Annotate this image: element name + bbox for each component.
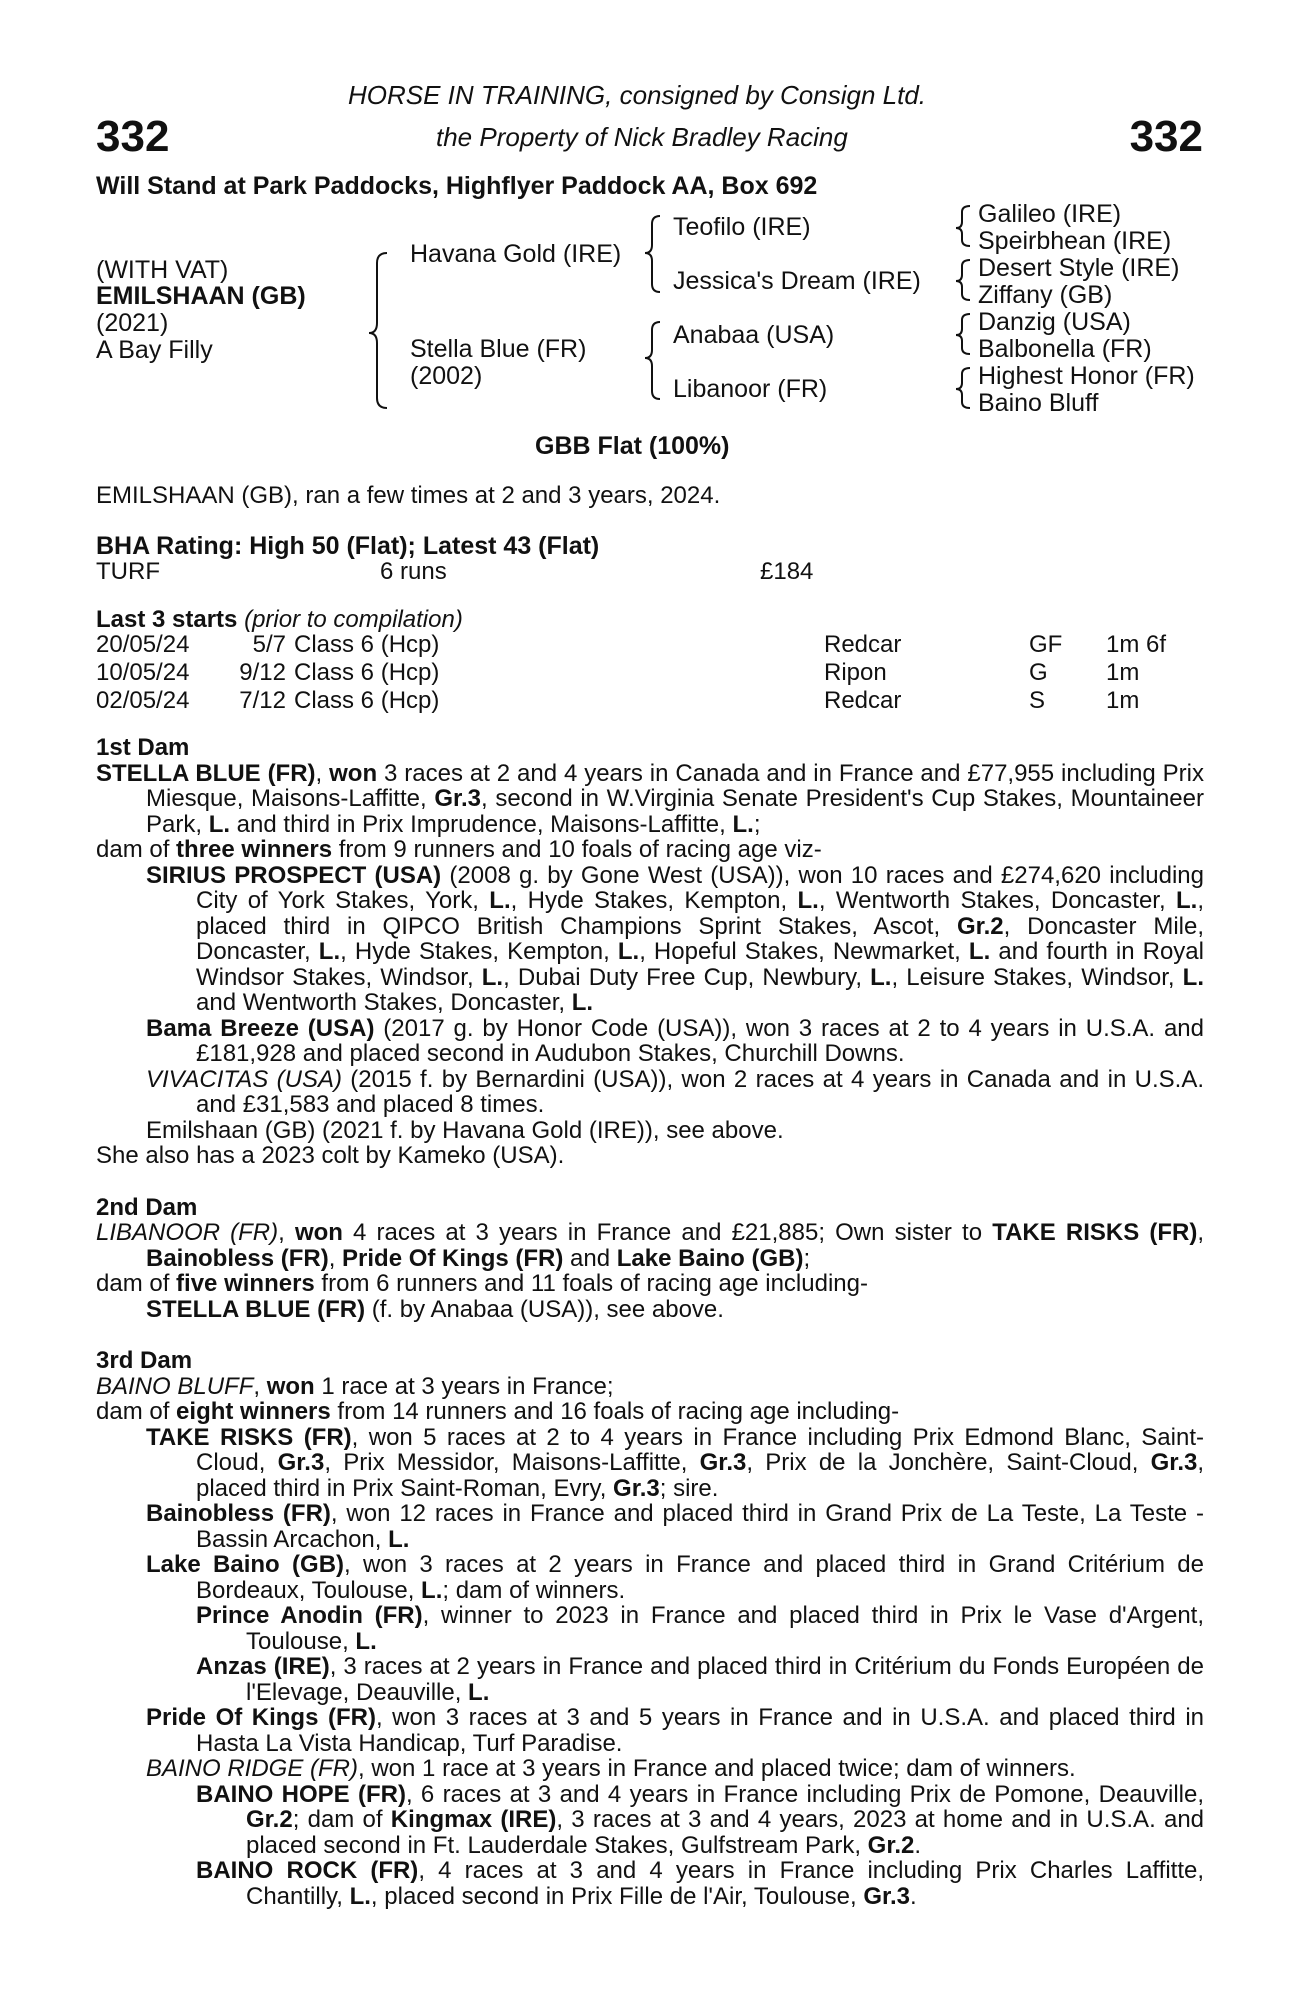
property-line: the Property of Nick Bradley Racing bbox=[436, 122, 848, 152]
sdd: Ziffany (GB) bbox=[978, 281, 1113, 309]
dam-year: (2002) bbox=[410, 362, 483, 390]
start-class: Class 6 (Hcp) bbox=[294, 659, 440, 686]
produce-take-risks: TAKE RISKS (FR), won 5 races at 2 to 4 years in France including Prix Edmond Blanc, Saint-Cloud, Gr.3, Prix Messidor, Maisons-Laffitte, Gr.3, Prix de la Jonchère, Saint-Cloud, Gr.3, placed third in Prix Saint-Roman, Evry, Gr.3; sire. bbox=[146, 1423, 1205, 1502]
dam-sire: Anabaa (USA) bbox=[673, 321, 835, 349]
third-dam-heading: 3rd Dam bbox=[96, 1347, 193, 1374]
ddd: Baino Bluff bbox=[978, 389, 1099, 417]
produce-baino-rock: BAINO ROCK (FR), 4 races at 3 and 4 years in France including Prix Charles Laffitte, Chantilly, L., placed second in Prix Fille de l'Air, Toulouse, Gr.3. bbox=[196, 1857, 1205, 1910]
bha-earnings: £184 bbox=[760, 558, 814, 585]
sds: Desert Style (IRE) bbox=[978, 254, 1180, 282]
won-label: won bbox=[329, 759, 378, 787]
dds: Highest Honor (FR) bbox=[978, 362, 1195, 390]
sss: Galileo (IRE) bbox=[978, 200, 1122, 228]
bha-rating: BHA Rating: High 50 (Flat); Latest 43 (Flat) bbox=[96, 532, 600, 560]
first-dam-name: STELLA BLUE (FR) bbox=[96, 759, 316, 787]
start-class: Class 6 (Hcp) bbox=[294, 687, 440, 714]
last-starts-title: Last 3 starts bbox=[96, 606, 238, 633]
second-dam-entry: LIBANOOR (FR), won 4 races at 3 years in France and £21,885; Own sister to TAKE RISKS (FR), Bainobless (FR), Pride Of Kings (FR) and Lake Baino (GB); bbox=[96, 1219, 1204, 1272]
third-dam-produce: dam of eight winners from 14 runners and 16 foals of racing age including- bbox=[96, 1398, 900, 1425]
bha-surface: TURF bbox=[96, 558, 160, 585]
third-dam-entry: BAINO BLUFF, won 1 race at 3 years in France; bbox=[96, 1372, 614, 1400]
start-position: 9/12 bbox=[239, 659, 286, 686]
vat-label: (WITH VAT) bbox=[96, 256, 229, 284]
start-distance: 1m bbox=[1106, 687, 1140, 714]
start-class: Class 6 (Hcp) bbox=[294, 631, 440, 658]
dss: Danzig (USA) bbox=[978, 308, 1131, 336]
table-row bbox=[96, 659, 1166, 687]
gbb-label: GBB Flat (100%) bbox=[535, 432, 730, 460]
lot-number-right: 332 bbox=[1129, 112, 1203, 161]
produce-pride-of-kings: Pride Of Kings (FR), won 3 races at 3 and 5 years in France and in U.S.A. and placed third in Hasta La Vista Handicap, Turf Paradise. bbox=[146, 1704, 1204, 1757]
produce-prince-anodin: Prince Anodin (FR), winner to 2023 in France and placed third in Prix le Vase d'Argent, Toulouse, L. bbox=[196, 1602, 1204, 1655]
start-position: 7/12 bbox=[239, 687, 286, 714]
second-dam-produce: dam of five winners from 6 runners and 11 foals of racing age including- bbox=[96, 1270, 868, 1297]
start-going: GF bbox=[1029, 631, 1063, 658]
sire: Havana Gold (IRE) bbox=[410, 240, 622, 268]
start-date: 10/05/24 bbox=[96, 659, 190, 686]
produce-bainobless: Bainobless (FR), won 12 races in France and placed third in Grand Prix de La Teste, La Teste - Bassin Arcachon, L. bbox=[146, 1500, 1204, 1553]
lot-number-left: 332 bbox=[96, 112, 170, 161]
start-distance: 1m bbox=[1106, 659, 1140, 686]
produce-sirius-prospect: SIRIUS PROSPECT (USA) (2008 g. by Gone West (USA)), won 10 races and £274,620 including City of York Stakes, York, L., Hyde Stakes, Kempton, L., Wentworth Stakes, Doncaster, L., placed third in QIPCO British Champions Sprint Stakes, Ascot, Gr.2, Doncaster Mile, Doncaster, L., Hyde Stakes, Kempton, L., Hopeful Stakes, Newmarket, L. and fourth in Royal Windsor Stakes, Windsor, L., Dubai Duty Free Cup, Newbury, L., Leisure Stakes, Windsor, L. and Wentworth Stakes, Doncaster, L. bbox=[146, 861, 1205, 1016]
first-dam-entry: STELLA BLUE (FR), won 3 races at 2 and 4 years in Canada and in France and £77,955 including Prix Miesque, Maisons-Laffitte, Gr.3, second in W.Virginia Senate President's Cup Stakes, Mountaineer Park, L. and third in Prix Imprudence, Maisons-Laffitte, L.; bbox=[96, 759, 1204, 838]
family-section bbox=[96, 735, 1204, 1909]
dam-dam: Libanoor (FR) bbox=[673, 375, 828, 403]
first-dam-produce: dam of three winners from 9 runners and 10 foals of racing age viz- bbox=[96, 836, 822, 863]
start-date: 20/05/24 bbox=[96, 631, 190, 658]
horse-name: EMILSHAAN (GB) bbox=[96, 282, 306, 310]
start-date: 02/05/24 bbox=[96, 687, 190, 714]
produce-emilshaan: Emilshaan (GB) (2021 f. by Havana Gold (IRE)), see above. bbox=[146, 1116, 784, 1144]
start-going: S bbox=[1029, 687, 1046, 714]
dsd: Balbonella (FR) bbox=[978, 335, 1152, 363]
produce-baino-ridge: BAINO RIDGE (FR), won 1 race at 3 years in France and placed twice; dam of winners. bbox=[146, 1755, 1076, 1782]
first-dam-heading: 1st Dam bbox=[96, 734, 190, 761]
produce-baino-hope: BAINO HOPE (FR), 6 races at 3 and 4 years in France including Prix de Pomone, Deauville, Gr.2; dam of Kingmax (IRE), 3 races at 3 and 4 years, 2023 at home and in U.S.A. and placed second in Ft. Lauderdale Stakes, Gulfstream Park, Gr.2. bbox=[196, 1780, 1205, 1859]
produce-stella-blue: STELLA BLUE (FR) (f. by Anabaa (USA)), see above. bbox=[146, 1295, 724, 1323]
produce-anzas: Anzas (IRE), 3 races at 2 years in France and placed third in Critérium du Fonds Européen de l'Elevage, Deauville, L. bbox=[196, 1653, 1204, 1706]
start-course: Redcar bbox=[824, 687, 902, 714]
bha-runs: 6 runs bbox=[380, 558, 447, 585]
horse-year: (2021) bbox=[96, 309, 169, 337]
produce-vivacitas: VIVACITAS (USA) (2015 f. by Bernardini (USA)), won 2 races at 4 years in Canada and in U.S.A. and £31,583 and placed 8 times. bbox=[146, 1065, 1205, 1118]
start-course: Redcar bbox=[824, 631, 902, 658]
consignor-line: HORSE IN TRAINING, consigned by Consign Ltd. bbox=[348, 80, 927, 110]
table-row bbox=[96, 631, 1166, 659]
stand-location: Will Stand at Park Paddocks, Highflyer Paddock AA, Box 692 bbox=[96, 172, 818, 200]
last-starts-note: (prior to compilation) bbox=[244, 606, 463, 633]
first-dam-also: She also has a 2023 colt by Kameko (USA). bbox=[96, 1142, 565, 1169]
start-course: Ripon bbox=[824, 659, 887, 686]
sire-dam: Jessica's Dream (IRE) bbox=[673, 267, 921, 295]
dam: Stella Blue (FR) bbox=[410, 335, 587, 363]
start-going: G bbox=[1029, 659, 1048, 686]
last-starts-table bbox=[96, 631, 1166, 715]
race-summary: EMILSHAAN (GB), ran a few times at 2 and 3 years, 2024. bbox=[96, 482, 721, 509]
table-row bbox=[96, 687, 1166, 715]
sire-sire: Teofilo (IRE) bbox=[673, 213, 811, 241]
start-position: 5/7 bbox=[252, 631, 286, 658]
ssd: Speirbhean (IRE) bbox=[978, 227, 1172, 255]
last-starts-heading bbox=[96, 606, 463, 634]
horse-description: A Bay Filly bbox=[96, 336, 213, 364]
produce-lake-baino: Lake Baino (GB), won 3 races at 2 years in France and placed third in Grand Critérium de Bordeaux, Toulouse, L.; dam of winners. bbox=[146, 1551, 1204, 1604]
produce-bama-breeze: Bama Breeze (USA) (2017 g. by Honor Code (USA)), won 3 races at 2 to 4 years in U.S.A. and £181,928 and placed second in Audubon Stakes, Churchill Downs. bbox=[146, 1014, 1204, 1067]
second-dam-heading: 2nd Dam bbox=[96, 1193, 198, 1221]
start-distance: 1m 6f bbox=[1106, 631, 1167, 658]
